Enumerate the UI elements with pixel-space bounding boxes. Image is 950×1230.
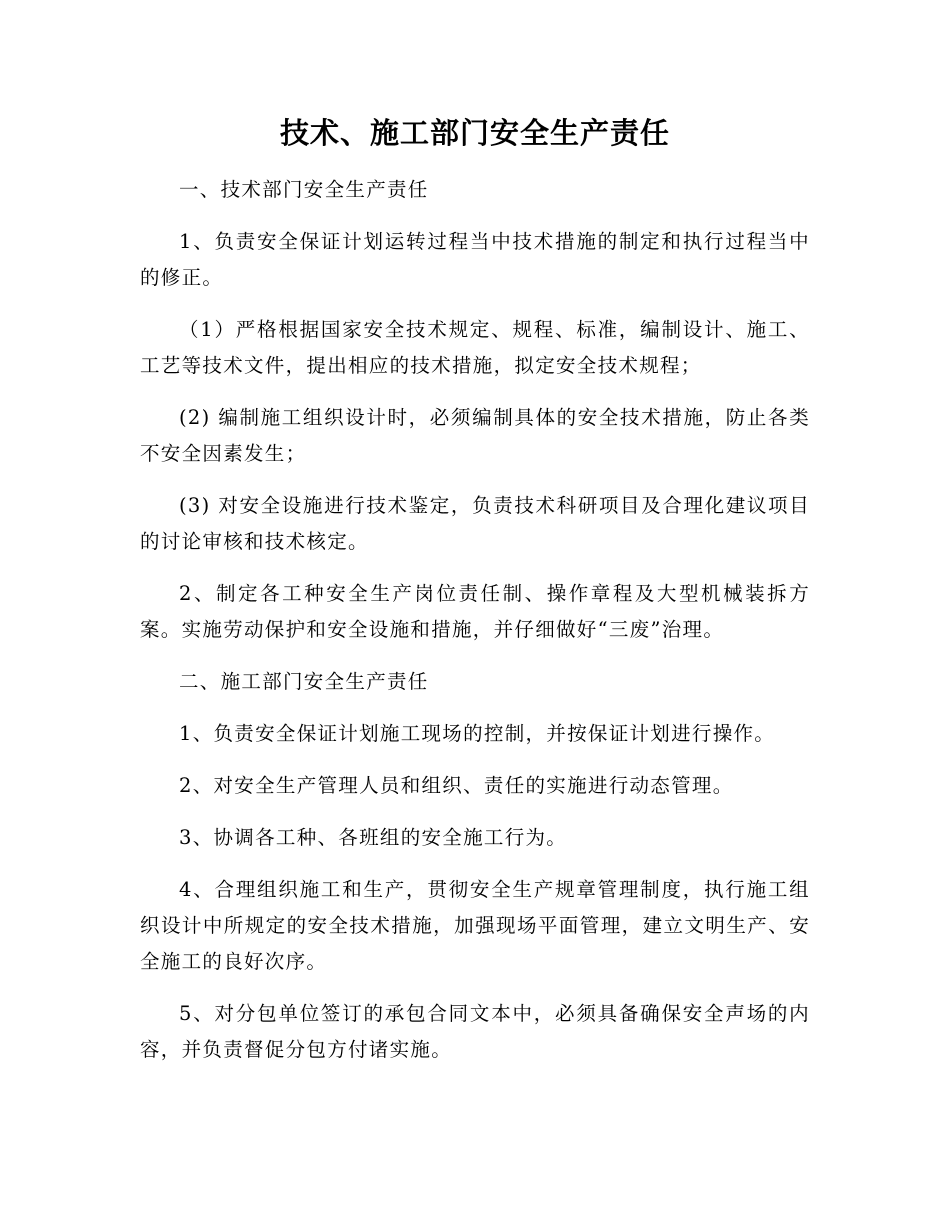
paragraph: 3、协调各工种、各班组的安全施工行为。 — [179, 826, 568, 849]
section-heading-construction: 二、施工部门安全生产责任 — [179, 670, 429, 693]
paragraph: 1、负责安全保证计划运转过程当中技术措施的制定和执行过程当中的修正。 — [140, 230, 810, 289]
paragraph: 1、负责安全保证计划施工现场的控制，并按保证计划进行操作。 — [179, 722, 776, 745]
paragraph: (3) 对安全设施进行技术鉴定，负责技术科研项目及合理化建议项目的讨论审核和技术核定。 — [140, 494, 810, 553]
document-title: 技术、施工部门安全生产责任 — [279, 116, 670, 150]
section-heading-technical: 一、技术部门安全生产责任 — [179, 178, 429, 201]
document-page — [140, 112, 810, 1084]
paragraph: (2) 编制施工组织设计时，必须编制具体的安全技术措施，防止各类不安全因素发生； — [140, 406, 810, 465]
paragraph: （1）严格根据国家安全技术规定、规程、标准，编制设计、施工、工艺等技术文件，提出相应的技术措施，拟定安全技术规程； — [140, 318, 810, 377]
paragraph: 5、对分包单位签订的承包合同文本中，必须具备确保安全声场的内容，并负责督促分包方付诸实施。 — [140, 1002, 810, 1061]
paragraph: 4、合理组织施工和生产，贯彻安全生产规章管理制度，执行施工组织设计中所规定的安全技术措施，加强现场平面管理，建立文明生产、安全施工的良好次序。 — [140, 878, 810, 973]
paragraph: 2、制定各工种安全生产岗位责任制、操作章程及大型机械装拆方案。实施劳动保护和安全设施和措施，并仔细做好“三废”治理。 — [140, 582, 810, 641]
paragraph: 2、对安全生产管理人员和组织、责任的实施进行动态管理。 — [179, 774, 734, 797]
